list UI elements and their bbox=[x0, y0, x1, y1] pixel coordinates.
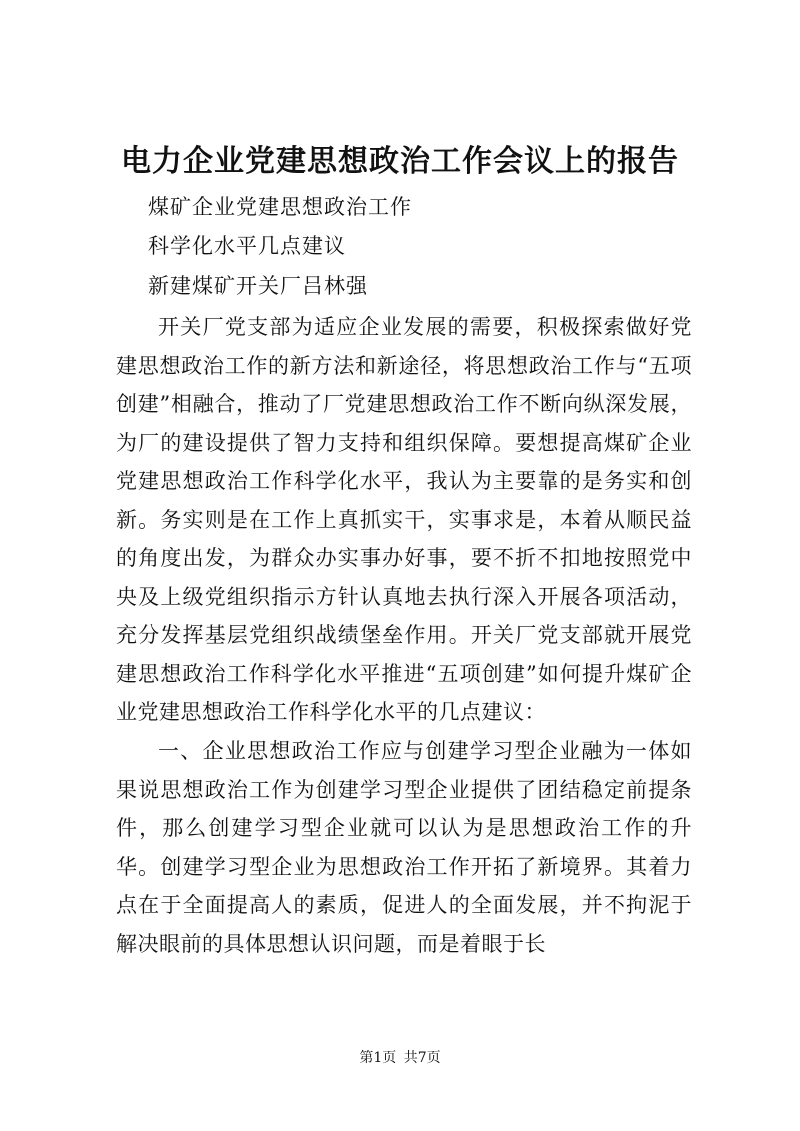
subtitle-line-2: 科学化水平几点建议 bbox=[148, 234, 346, 258]
document-title: 电力企业党建思想政治工作会议上的报告 bbox=[121, 144, 679, 179]
body-paragraph-2: 一、企业思想政治工作应与创建学习型企业融为一体如果说思想政治工作为创建学习型企业提供了团结稳定前提条件，那么创建学习型企业就可以认为是思想政治工作的升华。创建学习型企业为思想政治工作开拓了新境界。其着力点在于全面提高人的素质，促进人的全面发展，并不拘泥于解决眼前的具体思想认识问题，而是着眼于长 bbox=[116, 739, 692, 956]
body-paragraph-1: 开关厂党支部为适应企业发展的需要，积极探索做好党建思想政治工作的新方法和新途径，将思想政治工作与“五项创建”相融合，推动了厂党建思想政治工作不断向纵深发展，为厂的建设提供了智力支持和组织保障。要想提高煤矿企业党建思想政治工作科学化水平，我认为主要靠的是务实和创新。务实则是在工作上真抓实干，实事求是，本着从顺民益的角度出发，为群众办实事办好事，要不折不扣地按照党中央及上级党组织指示方针认真地去执行深入开展各项活动，充分发挥基层党组织战绩堡垒作用。开关厂党支部就开展党建思想政治工作科学化水平推进“五项创建”如何提升煤矿企业党建思想政治工作科学化水平的几点建议： bbox=[116, 315, 692, 724]
author-line: 新建煤矿开关厂吕林强 bbox=[148, 274, 368, 298]
subtitle-line-1: 煤矿企业党建思想政治工作 bbox=[148, 195, 412, 219]
page-footer: 第1页 共7页 bbox=[359, 1050, 441, 1066]
